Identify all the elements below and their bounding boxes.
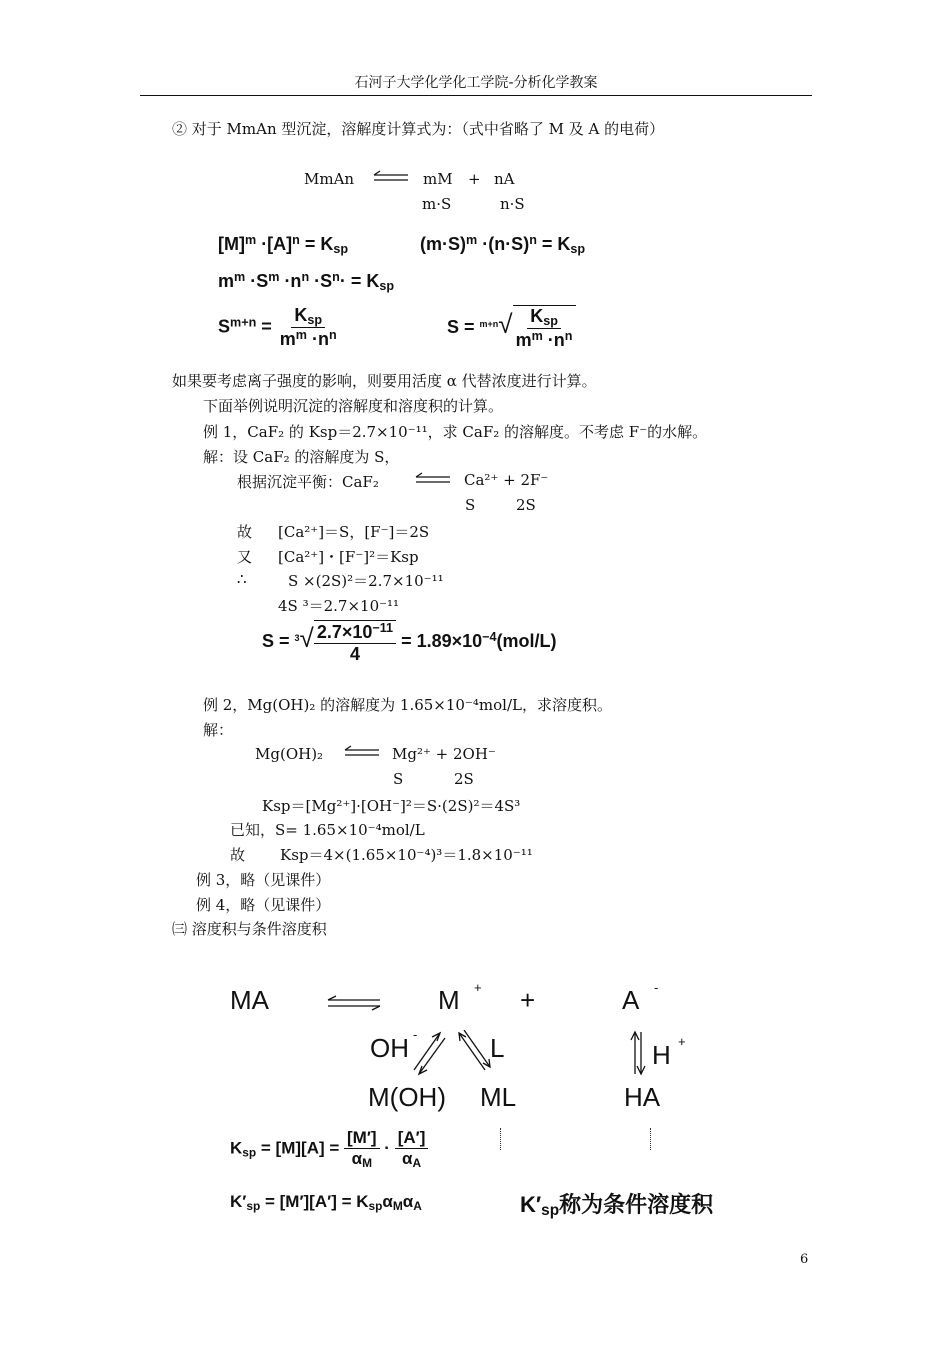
formula-expanded: $m^m \cdot S^m \cdot n^n \cdot S^n\cdot = K_{sp}$ [218, 270, 395, 293]
dotted-guide [650, 1128, 651, 1150]
diagram-l: L [490, 1033, 505, 1063]
diagram-plus: + [520, 985, 536, 1015]
diagram-a-charge: - [654, 980, 659, 995]
conditional-ksp-formula: $K'_{sp} = [M'][A'] = K_{sp}\alpha_M\alpha_A$ [230, 1192, 422, 1213]
step-key-2: 又 [237, 548, 253, 566]
diagram-ma: MA [230, 985, 269, 1015]
eq1-under-2s: 2S [516, 496, 536, 514]
dotted-guide [500, 1128, 501, 1150]
diagram-m: M [438, 985, 460, 1015]
eq2-under-2s: 2S [454, 770, 474, 788]
step-key-1: 故 [237, 523, 253, 541]
section2-intro: ② 对于 MmAn 型沉淀，溶解度计算式为：（式中省略了 M 及 A 的电荷） [172, 120, 665, 138]
example-intro: 下面举例说明沉淀的溶解度和溶度积的计算。 [203, 397, 504, 415]
example1-solution: 解：设 CaF₂ 的溶解度为 S， [203, 448, 400, 466]
equilibrium-arrow-icon [414, 472, 452, 486]
diagram-moh: M(OH) [368, 1082, 446, 1112]
diagram-h: H [652, 1040, 671, 1070]
eq-na: nA [494, 170, 515, 188]
eq-plus: + [468, 170, 481, 188]
known-value: 已知，S= 1.65×10⁻⁴mol/L [230, 821, 425, 839]
activity-note: 如果要考虑离子强度的影响，则要用活度 α 代替浓度进行计算。 [172, 372, 597, 390]
eq2-right: Mg²⁺ + 2OH⁻ [392, 745, 496, 763]
eq1-reaction: 根据沉淀平衡：CaF₂ [237, 473, 379, 491]
eq2-under-s: S [393, 770, 404, 788]
example2-question: 例 2，Mg(OH)₂ 的溶解度为 1.65×10⁻⁴mol/L，求溶度积。 [203, 696, 612, 714]
diagram-oh: OH [370, 1033, 409, 1063]
diagram-h-charge: + [678, 1034, 686, 1049]
ksp-result: Ksp＝4×(1.65×10⁻⁴)³＝1.8×10⁻¹¹ [280, 846, 533, 864]
conditional-ksp-note: $K'_{sp}$称为条件溶度积 [520, 1192, 714, 1219]
formula-ksp-product: $[M]^m \cdot[A]^n = K_{sp}$ [218, 233, 349, 256]
example3: 例 3，略（见课件） [196, 871, 331, 889]
diagram-a: A [622, 985, 640, 1015]
section3-title: ㈢ 溶度积与条件溶度积 [172, 920, 327, 938]
header-rule [140, 95, 812, 96]
equilibrium-arrow-icon [343, 745, 381, 759]
example4: 例 4，略（见课件） [196, 896, 331, 914]
step-key-so: 故 [230, 846, 246, 864]
formula-s-root: S = $^{m+n}$√ $\frac{K_{sp}}{m^m \cdot n^n}$ [447, 305, 576, 351]
step-1: [Ca²⁺]＝S，[F⁻]＝2S [278, 523, 430, 541]
eq-mm: mM [423, 170, 453, 188]
page-number: 6 [800, 1252, 809, 1267]
example2-solution: 解： [203, 721, 234, 739]
diagram-oh-charge: - [413, 1027, 418, 1042]
vertical-equilibrium-arrow-icon [630, 1030, 646, 1076]
example1-question: 例 1，CaF₂ 的 Ksp＝2.7×10⁻¹¹，求 CaF₂ 的溶解度。不考虑 F⁻的水解。 [203, 423, 708, 441]
equilibrium-arrow-icon [372, 170, 410, 184]
page-header-title: 石河子大学化学化工学院-分析化学教案 [354, 75, 598, 91]
step-key-3: ∴ [237, 570, 247, 588]
ksp-expression: Ksp＝[Mg²⁺]·[OH⁻]²＝S·(2S)²＝4S³ [262, 797, 521, 815]
step-3: S ×(2S)²＝2.7×10⁻¹¹ [288, 572, 444, 590]
diagram-ha: HA [624, 1082, 661, 1112]
formula-s-power: $S^{m+n}$ = $\frac{K_{sp}}{m^m \cdot n^n}$ [218, 305, 337, 350]
eq-under-ms: m·S [422, 195, 452, 213]
diagram-m-charge: + [474, 980, 482, 995]
eq-under-ns: n·S [500, 195, 525, 213]
equilibrium-arrow-icon [326, 995, 382, 1011]
diagonal-equilibrium-arrow-icon [456, 1030, 492, 1076]
ksp-activity-formula: $K_{sp} = [M][A]$ = $\frac{[M']}{\alpha_M}$ · $\frac{[A']}{\alpha_A}$ [230, 1128, 428, 1170]
diagonal-equilibrium-arrow-icon [410, 1030, 446, 1076]
diagram-ml: ML [480, 1082, 517, 1112]
eq1-products: Ca²⁺ + 2F⁻ [464, 471, 549, 489]
step-4: 4S ³＝2.7×10⁻¹¹ [278, 597, 400, 615]
eq2-left: Mg(OH)₂ [255, 745, 324, 763]
eq1-under-s: S [465, 496, 476, 514]
formula-ksp-ms-ns: $(m\cdot S)^m \cdot(n\cdot S)^n = K_{sp}$ [420, 233, 586, 256]
eq-mman: MmAn [304, 170, 355, 188]
step-2: [Ca²⁺]・[F⁻]²＝Ksp [278, 548, 419, 566]
result-example1: S = $^3$√ $\frac{2.7\times 10^{-11}}{4}$ = $1.89\times 10^{-4}(mol/L)$ [262, 621, 557, 664]
